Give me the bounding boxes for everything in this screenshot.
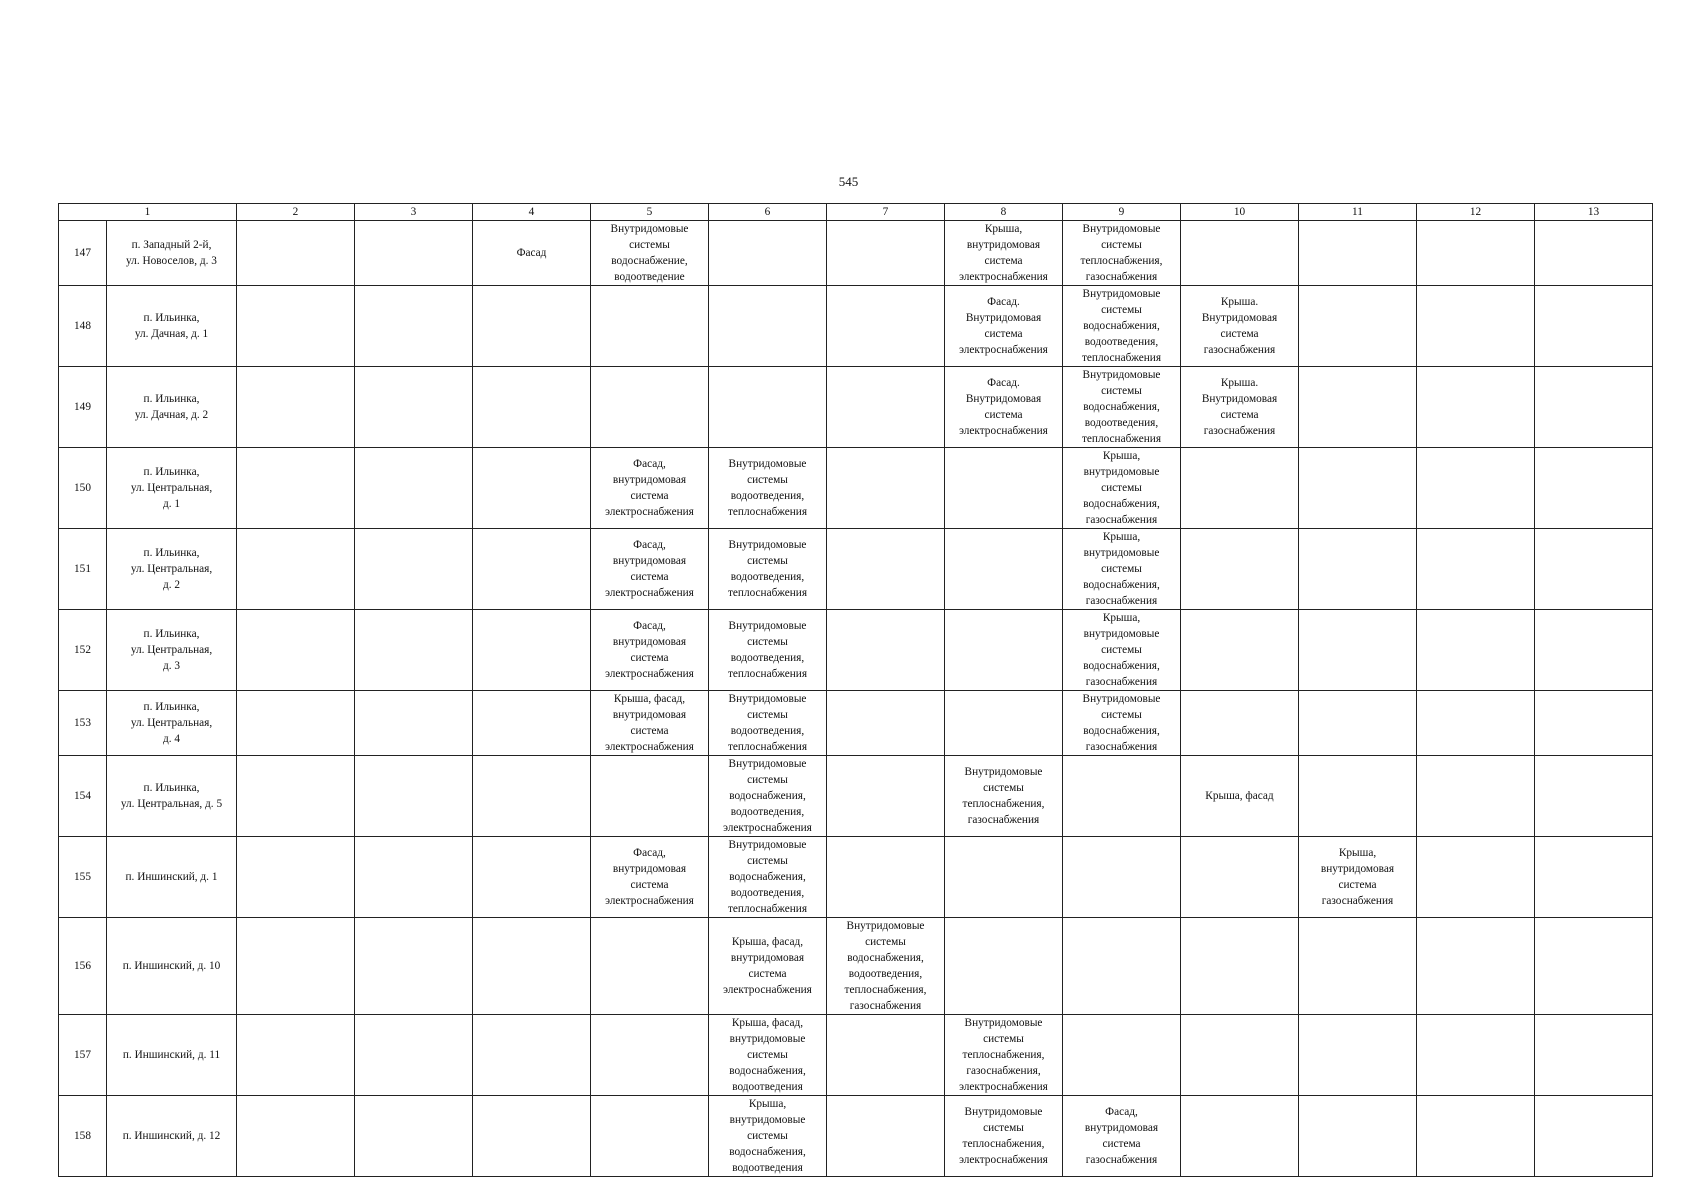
table-row [59,610,1653,691]
table-cell [591,756,709,837]
table-cell: Фасад. Внутридомовая система электроснабжения [945,367,1063,448]
table-cell [591,918,709,1015]
table-cell: Внутридомовые системы водоотведения, теплоснабжения [709,448,827,529]
empty-cell [355,756,473,837]
empty-cell [1417,221,1535,286]
column-number-row [59,204,1653,221]
empty-cell [355,529,473,610]
table-row [59,918,1653,1015]
table-cell [591,286,709,367]
table-cell [473,918,591,1015]
table-cell: Фасад, внутридомовая система электроснабжения [591,837,709,918]
row-number: 157 [59,1015,107,1096]
table-cell: Крыша, фасад, внутридомовая система электроснабжения [709,918,827,1015]
table-row [59,691,1653,756]
column-header: 8 [945,204,1063,221]
table-cell [473,610,591,691]
table-cell [1299,1096,1417,1177]
empty-cell [1417,529,1535,610]
address-cell: п. Западный 2-й, ул. Новоселов, д. 3 [107,221,237,286]
column-header: 7 [827,204,945,221]
table-cell [709,367,827,448]
empty-cell [237,1015,355,1096]
empty-cell [1417,918,1535,1015]
empty-cell [237,837,355,918]
table-cell [1063,918,1181,1015]
empty-cell [1417,691,1535,756]
table-cell: Крыша. Внутридомовая система газоснабжения [1181,367,1299,448]
empty-cell [1417,837,1535,918]
empty-cell [237,691,355,756]
page-number: 545 [838,174,859,189]
table-cell: Внутридомовые системы водоснабжения, водоотведения, электроснабжения [709,756,827,837]
table-cell [1299,691,1417,756]
row-number: 149 [59,367,107,448]
table-row [59,756,1653,837]
row-number: 148 [59,286,107,367]
row-number: 150 [59,448,107,529]
table-cell: Внутридомовые системы водоснабжения, водоотведения, теплоснабжения, газоснабжения [827,918,945,1015]
empty-cell [1535,286,1653,367]
table-row [59,529,1653,610]
table-cell [945,918,1063,1015]
table-cell: Внутридомовые системы теплоснабжения, газоснабжения [1063,221,1181,286]
empty-cell [237,221,355,286]
row-number: 147 [59,221,107,286]
empty-cell [355,1015,473,1096]
table-cell [945,529,1063,610]
table-cell [1299,367,1417,448]
empty-cell [1417,286,1535,367]
row-number: 151 [59,529,107,610]
table-cell [827,691,945,756]
table-cell: Крыша, внутридомовые системы водоснабжения, водоотведения [709,1096,827,1177]
table-cell: Внутридомовые системы водоотведения, теплоснабжения [709,529,827,610]
address-cell: п. Ильинка, ул. Дачная, д. 2 [107,367,237,448]
column-header: 3 [355,204,473,221]
table-row [59,1096,1653,1177]
table-cell: Крыша, внутридомовые системы водоснабжения, газоснабжения [1063,448,1181,529]
table-cell [827,221,945,286]
table-cell [945,691,1063,756]
table-cell [1063,756,1181,837]
table-cell [1299,918,1417,1015]
table-cell [827,1015,945,1096]
empty-cell [1535,1096,1653,1177]
empty-cell [1535,529,1653,610]
address-cell: п. Ильинка, ул. Центральная, д. 5 [107,756,237,837]
table-cell [591,367,709,448]
row-number: 155 [59,837,107,918]
column-header: 11 [1299,204,1417,221]
repair-schedule-table [58,203,1653,1177]
table-cell [827,448,945,529]
row-number: 153 [59,691,107,756]
table-cell [1299,610,1417,691]
address-cell: п. Ильинка, ул. Центральная, д. 3 [107,610,237,691]
table-cell [827,529,945,610]
table-cell [1181,1096,1299,1177]
table-cell [1299,529,1417,610]
table-cell: Фасад. Внутридомовая система электроснабжения [945,286,1063,367]
empty-cell [237,529,355,610]
empty-cell [1535,221,1653,286]
table-cell [1299,1015,1417,1096]
table-cell: Крыша, внутридомовая система газоснабжения [1299,837,1417,918]
empty-cell [355,918,473,1015]
table-cell: Внутридомовые системы водоотведения, теплоснабжения [709,610,827,691]
table-cell [827,610,945,691]
table-cell [473,286,591,367]
empty-cell [1417,610,1535,691]
table-cell [1299,221,1417,286]
address-cell: п. Ильинка, ул. Центральная, д. 2 [107,529,237,610]
empty-cell [237,756,355,837]
table-cell [1063,1015,1181,1096]
empty-cell [1535,918,1653,1015]
empty-cell [1417,756,1535,837]
table-cell [827,286,945,367]
table-row [59,448,1653,529]
table-cell: Крыша, внутридомовая система электроснабжения [945,221,1063,286]
empty-cell [1535,756,1653,837]
empty-cell [355,1096,473,1177]
table-cell [1299,756,1417,837]
address-cell: п. Иншинский, д. 10 [107,918,237,1015]
empty-cell [1417,448,1535,529]
table-cell: Внутридомовые системы водоснабжения, газоснабжения [1063,691,1181,756]
empty-cell [237,448,355,529]
table-cell: Внутридомовые системы теплоснабжения, электроснабжения [945,1096,1063,1177]
empty-cell [1535,367,1653,448]
empty-cell [355,286,473,367]
table-cell [827,756,945,837]
empty-cell [1535,837,1653,918]
table-cell: Крыша, фасад, внутридомовая система электроснабжения [591,691,709,756]
empty-cell [1535,1015,1653,1096]
table-cell [1181,1015,1299,1096]
table-cell: Фасад, внутридомовая система газоснабжения [1063,1096,1181,1177]
table-row [59,837,1653,918]
table-cell: Фасад [473,221,591,286]
table-cell: Фасад, внутридомовая система электроснабжения [591,529,709,610]
column-header: 10 [1181,204,1299,221]
table-cell [1299,286,1417,367]
table-row [59,367,1653,448]
column-header: 12 [1417,204,1535,221]
empty-cell [237,367,355,448]
table-cell: Внутридомовые системы водоснабжение, водоотведение [591,221,709,286]
table-cell [1181,918,1299,1015]
empty-cell [355,610,473,691]
table-cell [473,691,591,756]
column-header: 5 [591,204,709,221]
address-cell: п. Иншинский, д. 1 [107,837,237,918]
address-cell: п. Иншинский, д. 11 [107,1015,237,1096]
empty-cell [355,448,473,529]
empty-cell [1535,448,1653,529]
table-cell [827,367,945,448]
table-cell [1181,448,1299,529]
empty-cell [237,1096,355,1177]
table-cell [473,1015,591,1096]
empty-cell [237,286,355,367]
table-cell [945,448,1063,529]
table-cell [1181,529,1299,610]
table-row [59,286,1653,367]
row-number: 158 [59,1096,107,1177]
table-cell: Внутридомовые системы водоснабжения, водоотведения, теплоснабжения [1063,367,1181,448]
table-cell [1063,837,1181,918]
table-cell: Фасад, внутридомовая система электроснабжения [591,448,709,529]
table-cell: Крыша, внутридомовые системы водоснабжения, газоснабжения [1063,529,1181,610]
empty-cell [1417,1015,1535,1096]
table-cell: Крыша, фасад [1181,756,1299,837]
table-cell: Внутридомовые системы теплоснабжения, газоснабжения, электроснабжения [945,1015,1063,1096]
empty-cell [237,610,355,691]
table-cell [473,529,591,610]
table-cell [1299,448,1417,529]
empty-cell [355,691,473,756]
table-cell [709,286,827,367]
empty-cell [355,837,473,918]
row-number: 154 [59,756,107,837]
empty-cell [237,918,355,1015]
table-cell [1181,691,1299,756]
table-cell [1181,221,1299,286]
address-cell: п. Ильинка, ул. Центральная, д. 1 [107,448,237,529]
table-cell [591,1096,709,1177]
table-cell [591,1015,709,1096]
table-cell [827,1096,945,1177]
table-cell: Внутридомовые системы водоснабжения, водоотведения, теплоснабжения [1063,286,1181,367]
column-header: 2 [237,204,355,221]
table-row [59,1015,1653,1096]
empty-cell [1535,691,1653,756]
address-cell: п. Ильинка, ул. Центральная, д. 4 [107,691,237,756]
column-header: 1 [59,204,237,221]
table-cell: Крыша, фасад, внутридомовые системы водоснабжения, водоотведения [709,1015,827,1096]
empty-cell [355,367,473,448]
table-row [59,221,1653,286]
table-cell [1181,610,1299,691]
row-number: 156 [59,918,107,1015]
table-cell: Внутридомовые системы водоснабжения, водоотведения, теплоснабжения [709,837,827,918]
table-cell [945,610,1063,691]
table-cell [473,448,591,529]
table-cell [827,837,945,918]
table-cell: Крыша. Внутридомовая система газоснабжения [1181,286,1299,367]
empty-cell [355,221,473,286]
column-header: 9 [1063,204,1181,221]
table-cell [473,756,591,837]
table-cell [945,837,1063,918]
table-cell [473,367,591,448]
table-cell: Фасад, внутридомовая система электроснабжения [591,610,709,691]
table-cell: Крыша, внутридомовые системы водоснабжения, газоснабжения [1063,610,1181,691]
table-cell [709,221,827,286]
table-cell: Внутридомовые системы теплоснабжения, газоснабжения [945,756,1063,837]
empty-cell [1417,367,1535,448]
table-cell [473,837,591,918]
table-cell [473,1096,591,1177]
empty-cell [1535,610,1653,691]
column-header: 4 [473,204,591,221]
address-cell: п. Ильинка, ул. Дачная, д. 1 [107,286,237,367]
column-header: 13 [1535,204,1653,221]
column-header: 6 [709,204,827,221]
address-cell: п. Иншинский, д. 12 [107,1096,237,1177]
empty-cell [1417,1096,1535,1177]
row-number: 152 [59,610,107,691]
table-cell [1181,837,1299,918]
table-cell: Внутридомовые системы водоотведения, теплоснабжения [709,691,827,756]
